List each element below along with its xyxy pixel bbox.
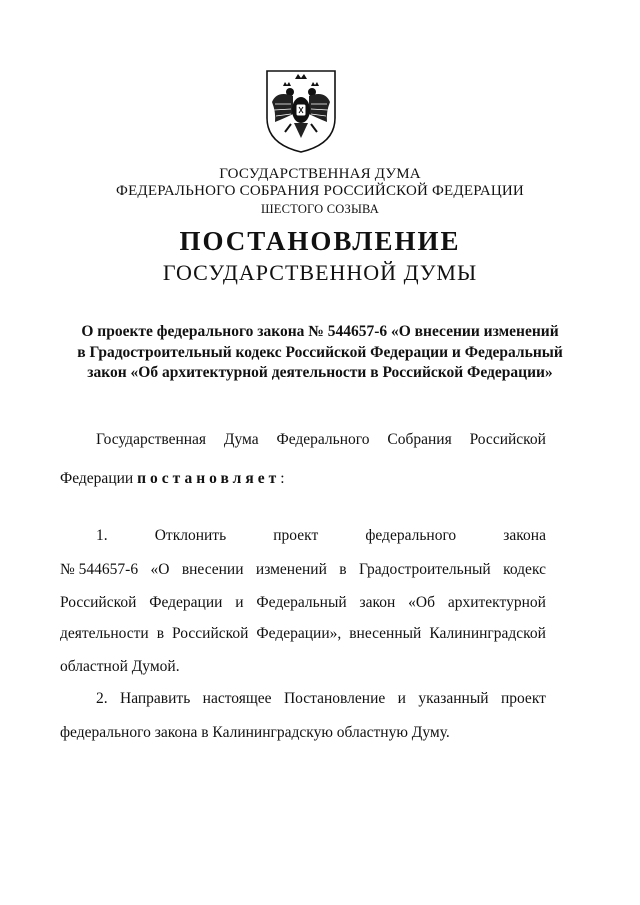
word: федерального	[365, 527, 457, 544]
word: Градостроительный	[358, 561, 491, 578]
point2-line2: федерального закона в Калининградскую областную Думу.	[60, 724, 450, 741]
point1-line1	[96, 527, 546, 545]
word: 1.	[96, 527, 108, 544]
intro-line1	[96, 431, 546, 449]
word: Собрания	[387, 431, 452, 448]
point1-line5: областной Думой.	[60, 658, 180, 675]
org-name-line1: ГОСУДАРСТВЕННАЯ ДУМА	[219, 166, 421, 182]
intro-line2	[60, 470, 546, 488]
word: в	[156, 625, 165, 642]
word: и	[235, 594, 244, 611]
word: проект	[273, 527, 319, 544]
word: Дума	[223, 431, 259, 448]
word: закона	[503, 527, 546, 544]
intro-colon: :	[280, 470, 285, 487]
word: Отклонить	[154, 527, 227, 544]
point2-line1	[96, 690, 546, 708]
word: архитектурной	[447, 594, 546, 611]
word: проект	[500, 690, 546, 707]
word: кодекс	[503, 561, 546, 578]
subject-line3: закон «Об архитектурной деятельности в Российской Федерации»	[87, 364, 553, 381]
word: Государственная	[96, 431, 207, 448]
intro-text: Федерации	[60, 470, 138, 487]
word: и	[397, 690, 406, 707]
word: Российской	[469, 431, 546, 448]
word: Направить	[120, 690, 191, 707]
decree-verb: постановляет	[137, 470, 281, 487]
russian-coat-of-arms-emblem	[263, 68, 339, 154]
word: в	[339, 561, 347, 578]
word: «О	[150, 561, 170, 578]
word: закон	[359, 594, 396, 611]
word: Калининградской	[429, 625, 546, 642]
point1-line3	[60, 594, 546, 612]
word: Российской	[60, 594, 137, 611]
subject-line2: в Градостроительный кодекс Российской Федерации и Федеральный	[77, 344, 563, 361]
word: Федеральный	[256, 594, 347, 611]
convocation-line: ШЕСТОГО СОЗЫВА	[260, 202, 380, 216]
word: «Об	[408, 594, 436, 611]
word: 2.	[96, 690, 108, 707]
word: внесенный	[349, 625, 422, 642]
document-subtitle: ГОСУДАРСТВЕННОЙ ДУМЫ	[162, 260, 478, 285]
word: Федерации	[149, 594, 223, 611]
point1-line2	[60, 561, 546, 579]
word: Федерации»,	[256, 625, 342, 642]
word: № 544657-6	[60, 561, 139, 578]
word: Постановление	[283, 690, 386, 707]
org-name-line2: ФЕДЕРАЛЬНОГО СОБРАНИЯ РОССИЙСКОЙ ФЕДЕРАЦИИ	[116, 183, 524, 199]
word: деятельности	[60, 625, 149, 642]
word: изменений	[255, 561, 327, 578]
point1-line4	[60, 625, 546, 643]
word: настоящее	[202, 690, 272, 707]
document-title: ПОСТАНОВЛЕНИЕ	[179, 226, 461, 256]
word: Федерального	[276, 431, 370, 448]
subject-line1: О проекте федерального закона № 544657-6 «О внесении изменений	[81, 323, 559, 340]
word: указанный	[418, 690, 489, 707]
word: внесении	[181, 561, 244, 578]
word: Российской	[172, 625, 249, 642]
